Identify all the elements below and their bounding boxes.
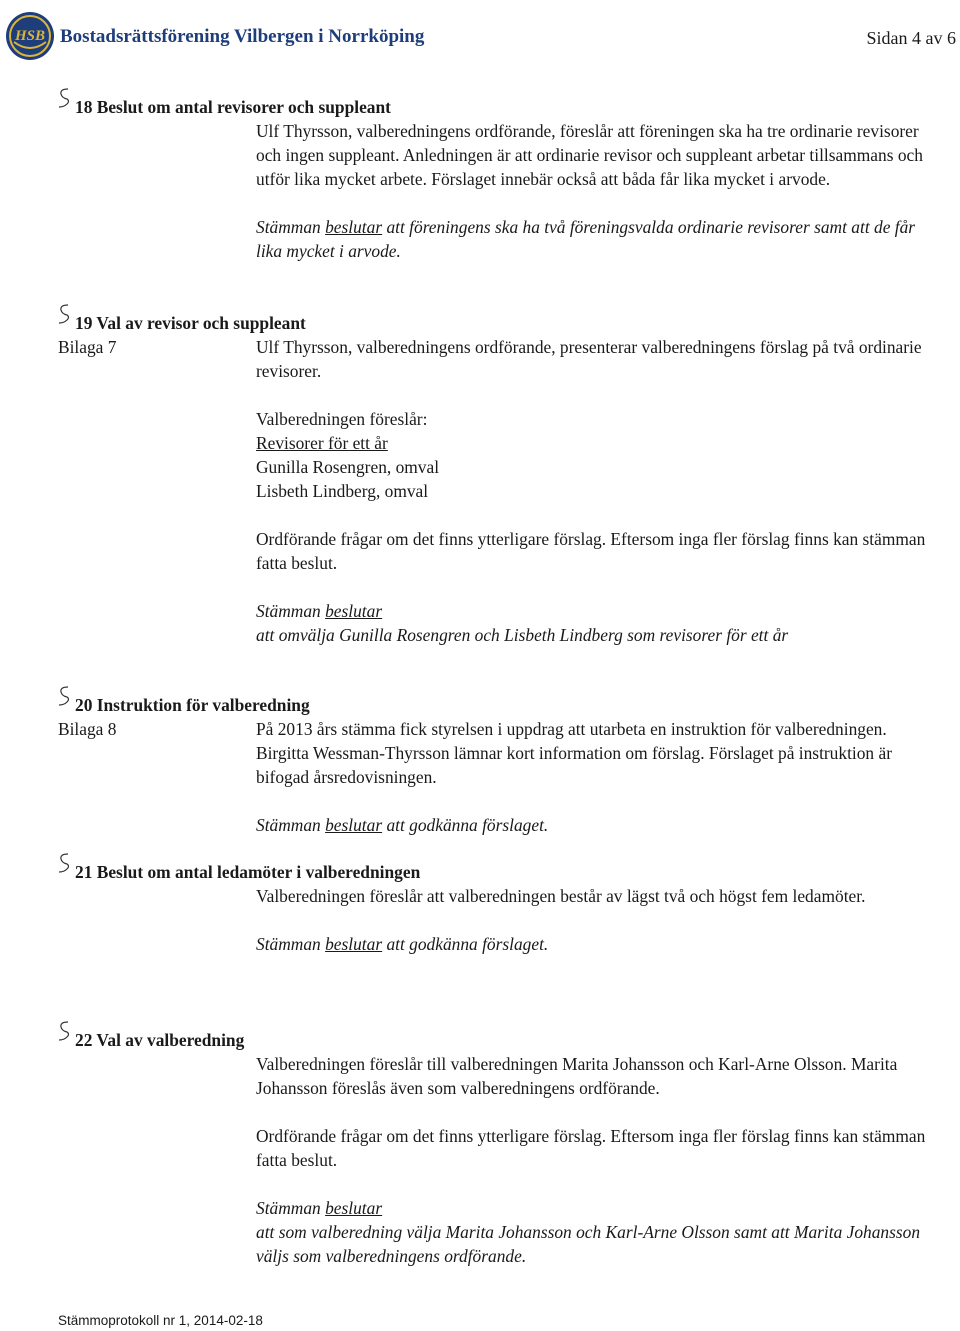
decision-text: att föreningens ska ha två föreningsvalda ordinarie revisorer samt att de får lika mycket i arvode.: [256, 217, 916, 261]
decision-text: att godkänna förslaget.: [382, 815, 549, 835]
decision-text: att omvälja Gunilla Rosengren och Lisbeth Lindberg som revisorer för ett år: [256, 625, 789, 645]
organization-name: Bostadsrättsförening Vilbergen i Norrköping: [60, 26, 425, 47]
section-body: [256, 717, 936, 837]
paragraph-mark-icon: [58, 852, 70, 874]
paragraph-mark-icon: [58, 303, 70, 325]
decision-lead: Stämman: [256, 815, 321, 835]
paragraph-mark-icon: [58, 685, 70, 707]
section-heading: 20 Instruktion för valberedning: [75, 695, 310, 715]
section-heading: 18 Beslut om antal revisorer och suppleant: [75, 97, 391, 117]
decision-statement: [256, 1196, 936, 1220]
section-paragraph: Valberedningen föreslår till valberedningen Marita Johansson och Karl-Arne Olsson. Marita Johansson föreslås även som valberedningens ordförande.: [256, 1054, 898, 1098]
chair-question: Ordförande frågar om det finns ytterligare förslag. Eftersom inga fler förslag finns kan stämman fatta beslut.: [256, 1126, 926, 1170]
decision-lead: Stämman: [256, 1198, 321, 1218]
decision-statement: [256, 599, 936, 623]
section-paragraph: På 2013 års stämma fick styrelsen i uppdrag att utarbeta en instruktion för valberedningen. Birgitta Wessman-Thyrsson lämnar kort information om förslag. Förslaget på instruktion är bifogad årsredovisningen.: [256, 719, 892, 787]
decision-verb: beslutar: [325, 217, 383, 237]
decision-lead: Stämman: [256, 934, 321, 954]
decision-statement: [256, 813, 936, 837]
decision-statement: [256, 932, 936, 956]
proposal-item: Lisbeth Lindberg, omval: [256, 481, 429, 501]
page-footer: Stämmoprotokoll nr 1, 2014-02-18: [58, 1313, 263, 1328]
section-heading: 22 Val av valberedning: [75, 1030, 245, 1050]
section-heading: 19 Val av revisor och suppleant: [75, 313, 306, 333]
decision-statement: [256, 215, 936, 263]
decision-lead: Stämman: [256, 601, 321, 621]
attachment-label: Bilaga 7: [58, 337, 117, 357]
section-paragraph: Valberedningen föreslår att valberedningen består av lägst två och högst fem ledamöter.: [256, 886, 866, 906]
page-header: [0, 0, 960, 75]
hsb-logo: [4, 10, 56, 62]
proposal-heading: Revisorer för ett år: [256, 433, 388, 453]
section-body: [256, 119, 936, 263]
decision-verb: beslutar: [325, 815, 383, 835]
section-heading: 21 Beslut om antal ledamöter i valberedningen: [75, 862, 421, 882]
section-paragraph: Ulf Thyrsson, valberedningens ordförande, föreslår att föreningen ska ha tre ordinarie revisorer och ingen suppleant. Anledningen är att ordinarie revisor och suppleant arbetar tillsammans och utför lika mycket arbete. Förslaget innebär också att båda får lika mycket i arvode.: [256, 121, 923, 189]
attachment-label: Bilaga 8: [58, 719, 117, 739]
decision-verb: beslutar: [325, 1198, 383, 1218]
decision-verb: beslutar: [325, 601, 383, 621]
logo-text: HSB: [14, 28, 46, 44]
page-number: Sidan 4 av 6: [866, 28, 956, 48]
decision-verb: beslutar: [325, 934, 383, 954]
paragraph-mark-icon: [58, 87, 70, 109]
section-body: [256, 335, 936, 647]
section-paragraph: Ulf Thyrsson, valberedningens ordförande, presenterar valberedningens förslag på två ordinarie revisorer.: [256, 337, 922, 381]
proposal-item: Gunilla Rosengren, omval: [256, 457, 440, 477]
decision-text: att godkänna förslaget.: [382, 934, 549, 954]
decision-text: att som valberedning välja Marita Johansson och Karl-Arne Olsson samt att Marita Johansson väljs som valberedningens ordförande.: [256, 1222, 921, 1266]
chair-question: Ordförande frågar om det finns ytterligare förslag. Eftersom inga fler förslag finns kan stämman fatta beslut.: [256, 529, 926, 573]
section-body: [256, 1052, 936, 1268]
section-body: [256, 884, 936, 956]
proposal-intro: Valberedningen föreslår:: [256, 409, 428, 429]
decision-lead: Stämman: [256, 217, 321, 237]
paragraph-mark-icon: [58, 1020, 70, 1042]
